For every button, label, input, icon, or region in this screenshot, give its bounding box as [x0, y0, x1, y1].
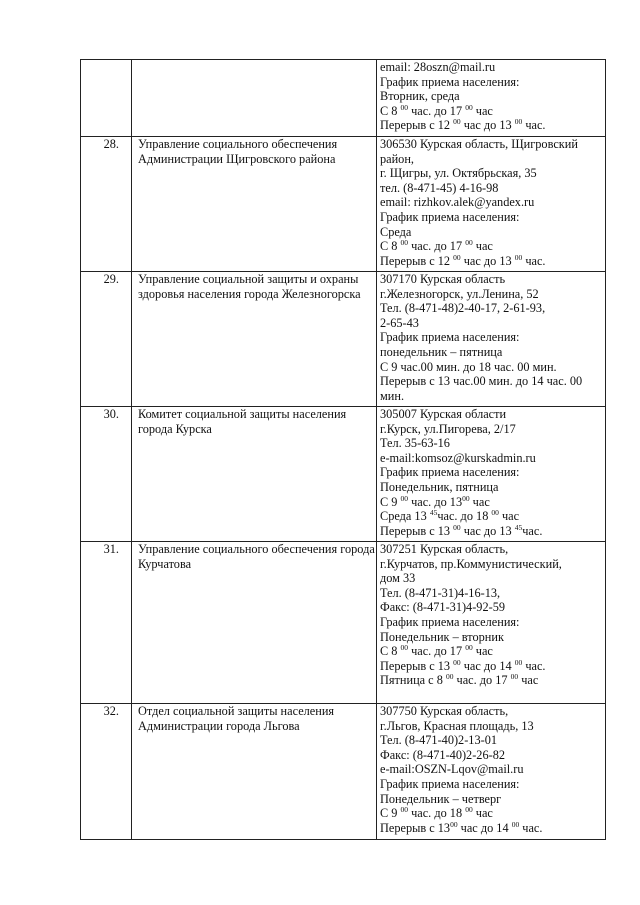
- contact-info-line: [380, 181, 605, 196]
- time-superscript: 00: [400, 102, 408, 112]
- contact-info-line: [380, 762, 605, 777]
- text-fragment: Понедельник – вторник: [380, 629, 504, 644]
- contact-info-line: [380, 152, 605, 167]
- contact-info-line: [380, 659, 605, 674]
- contact-info-line: [380, 254, 605, 269]
- text-fragment: час. до 13: [408, 494, 463, 509]
- text-fragment: г. Щигры, ул. Октябрьская, 35: [380, 166, 537, 181]
- text-fragment: тел. (8-471-45) 4-16-98: [380, 180, 499, 195]
- contact-info-line: [380, 451, 605, 466]
- text-fragment: 307750 Курская область,: [380, 704, 509, 718]
- contact-info-line: [380, 509, 605, 524]
- text-fragment: 305007 Курская области: [380, 407, 507, 421]
- social-services-table: [80, 59, 606, 840]
- text-fragment: 307170 Курская область: [380, 272, 506, 286]
- text-fragment: час: [472, 103, 493, 118]
- text-fragment: час. до 18: [437, 509, 492, 524]
- text-fragment: час.: [522, 253, 546, 268]
- text-fragment: С 8: [380, 644, 401, 659]
- time-superscript: 00: [491, 508, 499, 518]
- text-fragment: Вторник, среда: [380, 89, 460, 104]
- contact-info-line: [380, 345, 605, 360]
- text-fragment: г.Курчатов, пр.Коммунистический,: [380, 556, 562, 571]
- contact-info-line: [380, 407, 605, 422]
- text-fragment: час. до 17: [408, 644, 466, 659]
- contact-info-line: [380, 733, 605, 748]
- text-fragment: дом 33: [380, 571, 416, 586]
- text-fragment: e-mail:OSZN-Lqov@mail.ru: [380, 762, 524, 777]
- contact-info-line: [380, 542, 605, 557]
- contact-info-line: [380, 301, 605, 316]
- text-fragment: час.: [522, 523, 543, 538]
- contact-info-line: [380, 480, 605, 495]
- row-number: [81, 60, 132, 137]
- table-row: [81, 272, 606, 407]
- time-superscript: 00: [465, 102, 473, 112]
- row-number: 32.: [81, 704, 132, 840]
- time-superscript: 45: [514, 522, 523, 532]
- contact-info-line: [380, 104, 605, 119]
- contact-info-line: [380, 777, 605, 792]
- text-fragment: График приема населения:: [380, 330, 520, 345]
- row-number: 30.: [81, 407, 132, 542]
- text-fragment: С 9: [380, 494, 401, 509]
- text-fragment: Перерыв с 12: [380, 118, 454, 133]
- text-fragment: час.: [519, 820, 543, 835]
- contact-info-line: [380, 821, 605, 836]
- contact-info-line: [380, 673, 605, 688]
- time-superscript: 00: [514, 252, 523, 262]
- time-superscript: 00: [510, 672, 519, 682]
- text-fragment: час до 14: [460, 658, 515, 673]
- text-fragment: email: 28oszn@mail.ru: [380, 60, 496, 74]
- contact-info-cell: [377, 137, 606, 272]
- text-fragment: 307251 Курская область,: [380, 542, 509, 556]
- contact-info-line: [380, 748, 605, 763]
- text-fragment: С 9: [380, 806, 401, 821]
- organization-name: Отдел социальной защиты населения Администрации города Льгова: [132, 704, 377, 840]
- text-fragment: Перерыв с 12: [380, 253, 454, 268]
- time-superscript: 00: [465, 805, 473, 815]
- table-row: [81, 704, 606, 840]
- contact-info-line: [380, 137, 605, 152]
- time-superscript: 45: [429, 508, 438, 518]
- text-fragment: Перерыв с 13: [380, 820, 451, 835]
- contact-info-line: [380, 704, 605, 719]
- row-number: 31.: [81, 542, 132, 704]
- contact-info-line: [380, 166, 605, 181]
- text-fragment: 306530 Курская область, Щигровский: [380, 137, 578, 151]
- contact-info-line: [380, 495, 605, 510]
- time-superscript: 00: [400, 805, 408, 815]
- text-fragment: час до 14: [457, 820, 512, 835]
- contact-info-line: [380, 600, 605, 615]
- text-fragment: Тел. (8-471-31)4-16-13,: [380, 585, 501, 600]
- contact-info-line: [380, 225, 605, 240]
- time-superscript: 00: [462, 493, 470, 503]
- time-superscript: 00: [400, 643, 408, 653]
- text-fragment: час: [472, 239, 493, 254]
- time-superscript: 00: [465, 643, 473, 653]
- text-fragment: г.Курск, ул.Пигорева, 2/17: [380, 421, 516, 436]
- text-fragment: email: rizhkov.alek@yandex.ru: [380, 195, 535, 210]
- text-fragment: 2-65-43: [380, 315, 419, 330]
- text-fragment: час: [469, 494, 490, 509]
- contact-info-line: [380, 644, 605, 659]
- text-fragment: понедельник – пятница: [380, 344, 503, 359]
- text-fragment: Перерыв с 13: [380, 523, 454, 538]
- text-fragment: час: [518, 673, 539, 688]
- table-row: [81, 60, 606, 137]
- contact-info-cell: [377, 407, 606, 542]
- table-row: [81, 542, 606, 704]
- time-superscript: 00: [400, 238, 408, 248]
- text-fragment: мин.: [380, 388, 405, 403]
- time-superscript: 00: [453, 522, 461, 532]
- text-fragment: час: [472, 644, 493, 659]
- text-fragment: час. до 17: [453, 673, 511, 688]
- text-fragment: час до 13: [460, 118, 515, 133]
- contact-info-line: [380, 586, 605, 601]
- contact-info-cell: [377, 272, 606, 407]
- text-fragment: час.: [522, 118, 546, 133]
- contact-info-line: [380, 330, 605, 345]
- contact-info-line: [380, 272, 605, 287]
- text-fragment: Понедельник, пятница: [380, 479, 499, 494]
- contact-info-line: [380, 360, 605, 375]
- organization-name: Комитет социальной защиты населения города Курска: [132, 407, 377, 542]
- text-fragment: Пятница с 8: [380, 673, 446, 688]
- time-superscript: 00: [514, 117, 523, 127]
- text-fragment: Понедельник – четверг: [380, 791, 502, 806]
- time-superscript: 00: [453, 252, 461, 262]
- time-superscript: 00: [453, 117, 461, 127]
- text-fragment: С 9 час.00 мин. до 18 час. 00 мин.: [380, 359, 557, 374]
- contact-info-line: [380, 239, 605, 254]
- text-fragment: Факс: (8-471-31)4-92-59: [380, 600, 505, 615]
- text-fragment: час до 13: [460, 253, 515, 268]
- text-fragment: г.Льгов, Красная площадь, 13: [380, 718, 534, 733]
- time-superscript: 00: [511, 819, 520, 829]
- text-fragment: Перерыв с 13: [380, 658, 454, 673]
- text-fragment: График приема населения:: [380, 776, 520, 791]
- text-fragment: e-mail:komsoz@kurskadmin.ru: [380, 450, 536, 465]
- time-superscript: 00: [514, 657, 523, 667]
- time-superscript: 00: [400, 493, 408, 503]
- contact-info-line: [380, 195, 605, 210]
- contact-info-line: [380, 389, 605, 404]
- time-superscript: 00: [453, 657, 461, 667]
- organization-name: Управление социального обеспечения Администрации Щигровского района: [132, 137, 377, 272]
- contact-info-line: [380, 719, 605, 734]
- contact-info-line: [380, 210, 605, 225]
- time-superscript: 00: [450, 819, 458, 829]
- organization-name: Управление социального обеспечения города Курчатова: [132, 542, 377, 704]
- contact-info-line: [380, 422, 605, 437]
- contact-info-cell: [377, 60, 606, 137]
- contact-info-line: [380, 571, 605, 586]
- text-fragment: Тел. 35-63-16: [380, 436, 450, 451]
- text-fragment: час. до 17: [408, 239, 466, 254]
- contact-info-line: [380, 465, 605, 480]
- text-fragment: График приема населения:: [380, 465, 520, 480]
- text-fragment: Факс: (8-471-40)2-26-82: [380, 747, 505, 762]
- organization-name: [132, 60, 377, 137]
- row-number: 29.: [81, 272, 132, 407]
- contact-info-line: [380, 118, 605, 133]
- text-fragment: час. до 18: [408, 806, 466, 821]
- contact-info-cell: [377, 704, 606, 840]
- contact-info-line: [380, 524, 605, 539]
- text-fragment: График приема населения:: [380, 209, 520, 224]
- contact-info-line: [380, 630, 605, 645]
- text-fragment: Перерыв с 13 час.00 мин. до 14 час. 00: [380, 374, 583, 389]
- text-fragment: Тел. (8-471-48)2-40-17, 2-61-93,: [380, 301, 546, 316]
- contact-info-line: [380, 806, 605, 821]
- text-fragment: Среда: [380, 224, 412, 239]
- text-fragment: час: [498, 509, 520, 524]
- text-fragment: час: [472, 806, 493, 821]
- contact-info-line: [380, 89, 605, 104]
- table-row: [81, 137, 606, 272]
- text-fragment: час.: [522, 658, 546, 673]
- contact-info-line: [380, 557, 605, 572]
- contact-info-line: [380, 436, 605, 451]
- text-fragment: График приема населения:: [380, 74, 520, 89]
- time-superscript: 00: [465, 238, 473, 248]
- text-fragment: Среда 13: [380, 509, 430, 524]
- text-fragment: Тел. (8-471-40)2-13-01: [380, 733, 497, 748]
- table-body: [81, 60, 606, 840]
- text-fragment: С 8: [380, 239, 401, 254]
- table-row: [81, 407, 606, 542]
- contact-info-line: [380, 287, 605, 302]
- time-superscript: 00: [445, 672, 454, 682]
- text-fragment: час до 13: [460, 523, 515, 538]
- organization-name: Управление социальной защиты и охраны здоровья населения города Железногорска: [132, 272, 377, 407]
- text-fragment: район,: [380, 151, 414, 166]
- contact-info-line: [380, 316, 605, 331]
- row-number: 28.: [81, 137, 132, 272]
- contact-info-line: [380, 75, 605, 90]
- contact-info-line: [380, 792, 605, 807]
- text-fragment: График приема населения:: [380, 614, 520, 629]
- text-fragment: С 8: [380, 103, 401, 118]
- contact-info-cell: [377, 542, 606, 704]
- contact-info-line: [380, 615, 605, 630]
- text-fragment: час. до 17: [408, 103, 466, 118]
- text-fragment: г.Железногорск, ул.Ленина, 52: [380, 286, 539, 301]
- contact-info-line: [380, 374, 605, 389]
- contact-info-line: [380, 60, 605, 75]
